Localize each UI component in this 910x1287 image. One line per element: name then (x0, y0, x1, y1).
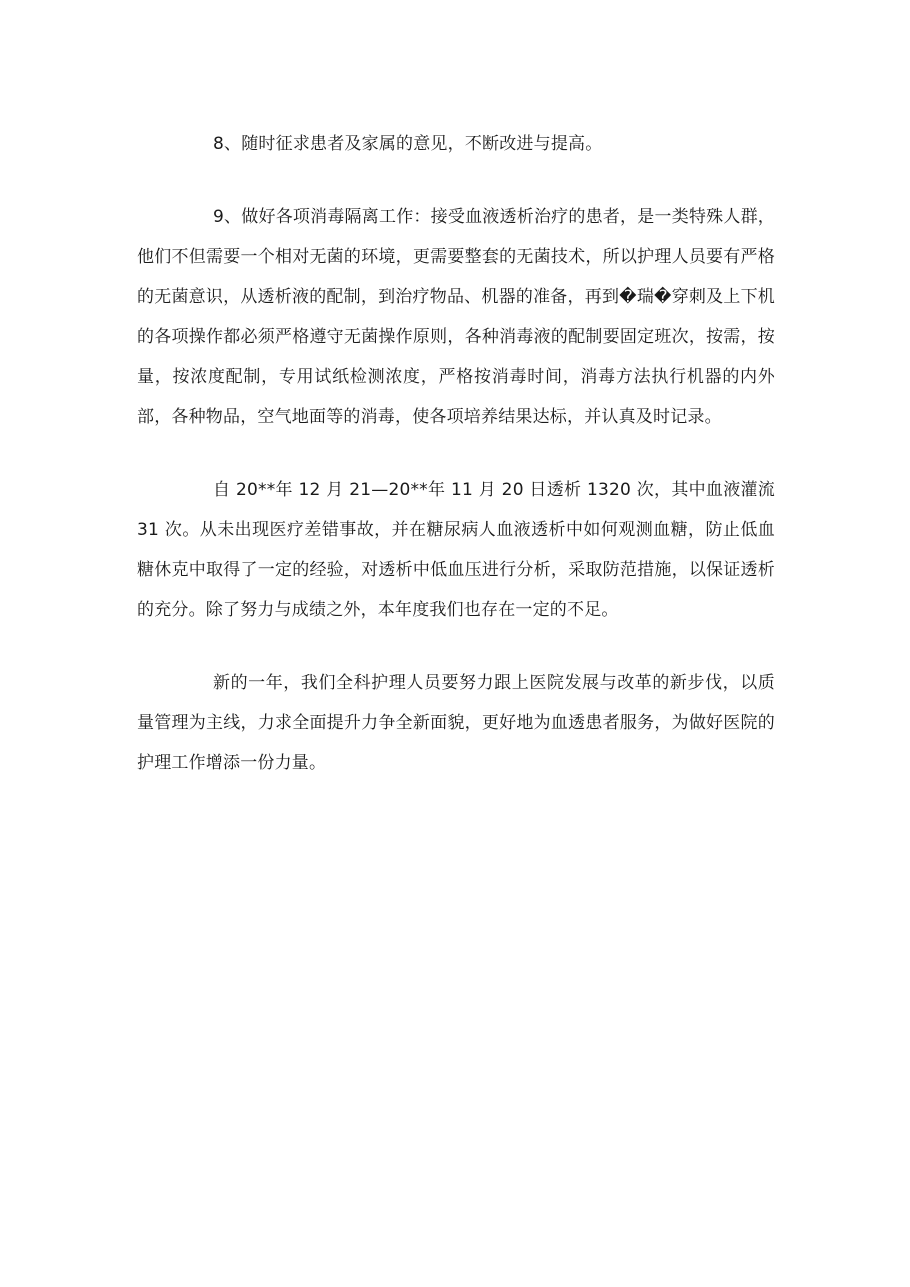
paragraph-item-9-disinfection: 9、做好各项消毒隔离工作：接受血液透析治疗的患者，是一类特殊人群，他们不但需要一个相对无菌的环境，更需要整套的无菌技术，所以护理人员要有严格的无菌意识，从透析液的配制，到治疗物品、机器的准备，再到�瑞�穿刺及上下机的各项操作都必须严格遵守无菌操作原则，各种消毒液的配制要固定班次，按需，按量，按浓度配制，专用试纸检测浓度，严格按消毒时间，消毒方法执行机器的内外部，各种物品，空气地面等的消毒，使各项培养结果达标，并认真及时记录。 (137, 207, 775, 427)
paragraph-item-8: 8、随时征求患者及家属的意见，不断改进与提高。 (213, 134, 603, 154)
paragraph-dialysis-statistics: 自 20**年 12 月 21—20**年 11 月 20 日透析 1320 次，其中血液灌流 31 次。从未出现医疗差错事故，并在糖尿病人血液透析中如何观测血糖，防止低血糖休克中取得了一定的经验，对透析中低血压进行分析，采取防范措施，以保证透析的充分。除了努力与成绩之外，本年度我们也存在一定的不足。 (137, 480, 775, 620)
document-body (137, 124, 775, 816)
paragraph-new-year-goals: 新的一年，我们全科护理人员要努力跟上医院发展与改革的新步伐，以质量管理为主线，力求全面提升力争全新面貌，更好地为血透患者服务，为做好医院的护理工作增添一份力量。 (137, 673, 775, 773)
